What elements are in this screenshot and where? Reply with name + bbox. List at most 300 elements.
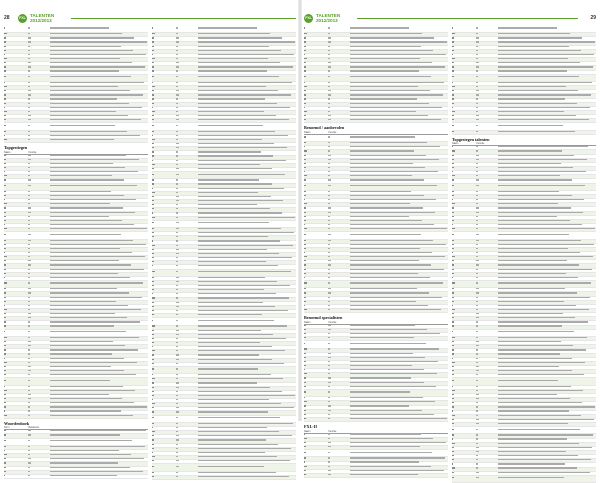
subheader-cell: Naam (304, 130, 311, 134)
illegible-text (304, 142, 306, 143)
illegible-text (304, 119, 306, 120)
table-cell (28, 475, 50, 478)
illegible-text (28, 135, 30, 136)
illegible-text (304, 62, 306, 63)
table-cell (28, 402, 50, 405)
illegible-text (198, 240, 280, 241)
table-cell (452, 394, 476, 397)
illegible-text (328, 103, 330, 104)
illegible-text (28, 41, 30, 42)
table-cell (476, 90, 498, 93)
table-cell (4, 353, 28, 356)
table-cell (176, 119, 198, 122)
table-cell (50, 358, 148, 361)
table-cell (452, 90, 476, 93)
table-cell (4, 277, 28, 280)
illegible-text (304, 365, 306, 366)
illegible-text (498, 419, 594, 420)
table-cell (328, 27, 350, 30)
illegible-text (50, 163, 113, 164)
illegible-text (304, 191, 306, 192)
illegible-text (328, 155, 330, 156)
table-cell (28, 450, 50, 453)
illegible-text (50, 46, 121, 47)
table-cell (50, 103, 148, 106)
illegible-text (176, 27, 178, 28)
table-cell (304, 414, 328, 417)
illegible-text (198, 143, 274, 144)
table-cell (28, 119, 50, 122)
illegible-text (452, 199, 453, 200)
illegible-text (50, 458, 144, 459)
table-cell (498, 406, 596, 409)
table-cell (50, 195, 148, 198)
illegible-text (350, 457, 445, 458)
table-cell (498, 309, 596, 312)
table-cell (176, 46, 198, 49)
table-cell (498, 341, 596, 344)
table-cell (476, 76, 498, 79)
table-cell (152, 417, 176, 420)
table-cell (176, 168, 198, 171)
illegible-text (28, 234, 30, 235)
illegible-text (50, 321, 140, 322)
illegible-text (152, 46, 154, 47)
illegible-text (498, 362, 585, 363)
illegible-text (452, 459, 454, 460)
table-cell (476, 305, 498, 308)
illegible-text (152, 196, 154, 197)
illegible-text (176, 217, 177, 218)
table-cell (350, 329, 448, 332)
table-cell (304, 273, 328, 276)
table-cell (304, 185, 328, 188)
illegible-text (176, 131, 178, 132)
illegible-text (476, 337, 477, 338)
illegible-text (198, 378, 283, 379)
table-cell (176, 265, 198, 268)
illegible-text (50, 33, 121, 34)
table-cell (50, 366, 148, 369)
table-cell (198, 368, 296, 371)
table-cell (198, 103, 296, 106)
illegible-text (4, 54, 5, 55)
illegible-text (152, 41, 154, 42)
table-cell (476, 212, 498, 215)
table-cell (4, 446, 28, 449)
table-cell (328, 179, 350, 182)
illegible-text (304, 382, 306, 383)
table-cell (498, 90, 596, 93)
table-cell (304, 461, 328, 464)
table-cell (4, 90, 28, 93)
table-cell (152, 342, 176, 345)
illegible-text (328, 54, 330, 55)
illegible-text (304, 273, 306, 274)
table-cell (198, 76, 296, 79)
table-cell (176, 222, 198, 225)
table-cell (304, 256, 328, 259)
illegible-text (176, 70, 178, 71)
illegible-text (28, 155, 30, 156)
table-cell (304, 386, 328, 389)
illegible-text (4, 264, 6, 265)
table-cell (350, 461, 448, 464)
table-cell (452, 337, 476, 340)
table-cell (198, 94, 296, 97)
table-cell (152, 314, 176, 317)
table-cell (28, 374, 50, 377)
illegible-text (476, 163, 478, 164)
table-cell (198, 297, 296, 300)
illegible-text (4, 269, 6, 270)
illegible-text (498, 131, 575, 132)
table-cell (304, 224, 328, 227)
table-cell (328, 273, 350, 276)
illegible-text (350, 240, 433, 241)
illegible-text (452, 297, 454, 298)
illegible-text (452, 66, 454, 67)
illegible-text (304, 76, 306, 77)
illegible-text (498, 386, 570, 387)
table-cell (452, 370, 476, 373)
table-cell (350, 66, 448, 69)
illegible-text (152, 135, 153, 136)
table-cell (304, 361, 328, 364)
table-cell (176, 131, 198, 134)
illegible-text (476, 410, 478, 411)
table-cell (28, 46, 50, 49)
table-cell (152, 228, 176, 231)
illegible-text (176, 139, 177, 140)
table-cell (350, 256, 448, 259)
illegible-text (152, 125, 154, 126)
illegible-text (152, 86, 155, 87)
illegible-text (452, 220, 454, 221)
illegible-text (176, 334, 178, 335)
table-cell (4, 358, 28, 361)
table-cell (176, 306, 198, 309)
illegible-text (476, 415, 477, 416)
illegible-text (498, 394, 557, 395)
illegible-text (198, 257, 292, 258)
illegible-text (198, 236, 268, 237)
table-row (452, 427, 596, 434)
table-cell (176, 342, 198, 345)
illegible-text (476, 366, 478, 367)
illegible-text (50, 366, 111, 367)
illegible-text (304, 167, 306, 168)
table-row (304, 119, 448, 123)
illegible-text (152, 271, 155, 272)
table-cell (476, 394, 498, 397)
table-cell (350, 348, 448, 351)
illegible-text (350, 66, 445, 67)
table-cell (4, 366, 28, 369)
illegible-text (452, 402, 454, 403)
illegible-text (198, 94, 291, 95)
illegible-text (328, 452, 330, 453)
illegible-text (498, 366, 559, 367)
table-cell (476, 277, 498, 280)
table-cell (304, 82, 328, 85)
illegible-text (4, 131, 6, 132)
table-cell (176, 452, 198, 455)
illegible-text (304, 410, 306, 411)
subheader-cell: Functie (476, 142, 485, 146)
illegible-text (350, 244, 446, 245)
illegible-text (498, 50, 581, 51)
table-cell (152, 435, 176, 438)
illegible-text (152, 411, 154, 412)
table-cell (350, 228, 448, 231)
table-cell (328, 452, 350, 455)
table-cell (304, 41, 328, 44)
illegible-text (4, 331, 5, 332)
illegible-text (304, 325, 306, 326)
table-cell (28, 54, 50, 57)
illegible-text (198, 395, 295, 396)
table-cell (198, 236, 296, 239)
table-cell (498, 119, 596, 122)
illegible-text (328, 410, 330, 411)
table-cell (176, 363, 198, 366)
header-rule (357, 18, 578, 19)
illegible-text (50, 358, 124, 359)
table-cell (476, 155, 498, 158)
illegible-text (452, 256, 455, 257)
table-cell (50, 362, 148, 365)
illegible-text (328, 66, 330, 67)
table-cell (28, 410, 50, 413)
illegible-text (304, 212, 306, 213)
illegible-text (198, 27, 257, 28)
table-cell (328, 433, 350, 436)
illegible-text (4, 366, 6, 367)
illegible-text (452, 111, 455, 112)
illegible-text (152, 143, 154, 144)
table-cell (4, 450, 28, 453)
illegible-text (28, 345, 30, 346)
illegible-text (152, 82, 153, 83)
table-cell (476, 419, 498, 422)
illegible-text (350, 269, 444, 270)
table-row (4, 330, 148, 337)
table-cell (304, 54, 328, 57)
table-cell (28, 380, 50, 383)
illegible-text (476, 447, 478, 448)
illegible-text (328, 228, 329, 229)
illegible-text (350, 37, 434, 38)
table-cell (4, 58, 28, 61)
illegible-text (50, 119, 141, 120)
illegible-text (350, 433, 421, 434)
illegible-text (304, 466, 307, 467)
illegible-text (452, 309, 455, 310)
table-cell (176, 346, 198, 349)
illegible-text (498, 317, 575, 318)
illegible-text (452, 260, 454, 261)
table-cell (152, 46, 176, 49)
table-cell (152, 466, 176, 469)
table-cell (176, 228, 198, 231)
table-cell (50, 119, 148, 122)
illegible-text (198, 188, 284, 189)
table-cell (498, 313, 596, 316)
table-cell (28, 216, 50, 219)
illegible-text (152, 423, 154, 424)
table-cell (28, 394, 50, 397)
illegible-text (350, 171, 438, 172)
section-heading: Topgestiegen (4, 145, 28, 151)
table-cell (476, 224, 498, 227)
table-cell (198, 281, 296, 284)
illegible-text (328, 107, 330, 108)
table-row (452, 184, 596, 191)
table-cell (152, 192, 176, 195)
table-cell (198, 204, 296, 207)
table-cell (176, 350, 198, 353)
illegible-text (28, 282, 29, 283)
illegible-text (328, 309, 329, 310)
table-cell (176, 277, 198, 280)
illegible-text (28, 54, 30, 55)
illegible-text (4, 163, 6, 164)
table-cell (198, 98, 296, 101)
illegible-text (198, 325, 287, 326)
illegible-text (476, 58, 477, 59)
illegible-text (152, 334, 154, 335)
table-cell (498, 185, 596, 188)
table-cell (198, 310, 296, 313)
illegible-text (304, 171, 305, 172)
illegible-text (4, 167, 6, 168)
table-cell (452, 27, 476, 30)
table-cell (328, 220, 350, 223)
illegible-text (28, 191, 30, 192)
table-cell (476, 366, 498, 369)
illegible-text (176, 452, 178, 453)
table-cell (152, 395, 176, 398)
illegible-text (498, 146, 588, 147)
table-cell (304, 442, 328, 445)
illegible-text (452, 273, 454, 274)
illegible-text (476, 224, 478, 225)
illegible-text (452, 406, 454, 407)
table-cell (452, 443, 476, 446)
table-cell (4, 111, 28, 114)
table-cell (152, 174, 176, 177)
table-cell (28, 50, 50, 53)
illegible-text (350, 365, 412, 366)
illegible-text (152, 179, 154, 180)
illegible-text (328, 111, 329, 112)
illegible-text (498, 66, 593, 67)
table-cell (452, 98, 476, 101)
table-cell (4, 410, 28, 413)
table-cell (452, 273, 476, 276)
table-cell (176, 139, 198, 142)
table-cell (176, 431, 198, 434)
illegible-text (198, 277, 265, 278)
illegible-text (452, 207, 454, 208)
table-cell (198, 387, 296, 390)
table-cell (328, 224, 350, 227)
illegible-text (328, 41, 330, 42)
table-cell (328, 377, 350, 380)
table-cell (304, 119, 328, 122)
illegible-text (4, 337, 7, 338)
table-cell (304, 260, 328, 263)
illegible-text (198, 374, 270, 375)
table-cell (476, 115, 498, 118)
table-cell (452, 212, 476, 215)
table-cell (452, 321, 476, 324)
table-cell (50, 402, 148, 405)
table-cell (198, 27, 296, 30)
table-cell (498, 459, 596, 462)
illegible-text (176, 403, 177, 404)
table-cell (452, 349, 476, 352)
table-cell (350, 70, 448, 73)
table-cell (452, 467, 476, 470)
table-cell (452, 256, 476, 259)
table-cell (4, 454, 28, 457)
illegible-text (152, 168, 154, 169)
table-cell (28, 131, 50, 134)
table-cell (476, 459, 498, 462)
illegible-text (498, 374, 584, 375)
illegible-text (452, 240, 454, 241)
illegible-text (476, 216, 478, 217)
illegible-text (304, 353, 306, 354)
table-cell (4, 406, 28, 409)
illegible-text (304, 391, 306, 392)
illegible-text (4, 273, 6, 274)
table-cell (350, 260, 448, 263)
table-cell (152, 82, 176, 85)
illegible-text (498, 37, 582, 38)
illegible-text (350, 94, 443, 95)
table-row (304, 26, 448, 33)
table-cell (328, 50, 350, 53)
illegible-text (498, 54, 594, 55)
illegible-text (198, 427, 267, 428)
table-cell (176, 50, 198, 53)
table-cell (328, 207, 350, 210)
illegible-text (350, 252, 432, 253)
table-cell (498, 98, 596, 101)
illegible-text (350, 185, 437, 186)
illegible-text (498, 199, 584, 200)
table-cell (328, 54, 350, 57)
illegible-text (4, 446, 6, 447)
table-cell (476, 131, 498, 134)
illegible-text (350, 410, 421, 411)
illegible-text (50, 415, 133, 416)
illegible-text (152, 342, 154, 343)
illegible-text (50, 337, 139, 338)
table-cell (328, 248, 350, 251)
table-cell (176, 472, 198, 475)
table-row (452, 131, 596, 135)
illegible-text (198, 245, 293, 246)
table-cell (328, 333, 350, 336)
illegible-text (452, 58, 455, 59)
table-cell (176, 174, 198, 177)
illegible-text (452, 203, 455, 204)
illegible-text (198, 66, 293, 67)
